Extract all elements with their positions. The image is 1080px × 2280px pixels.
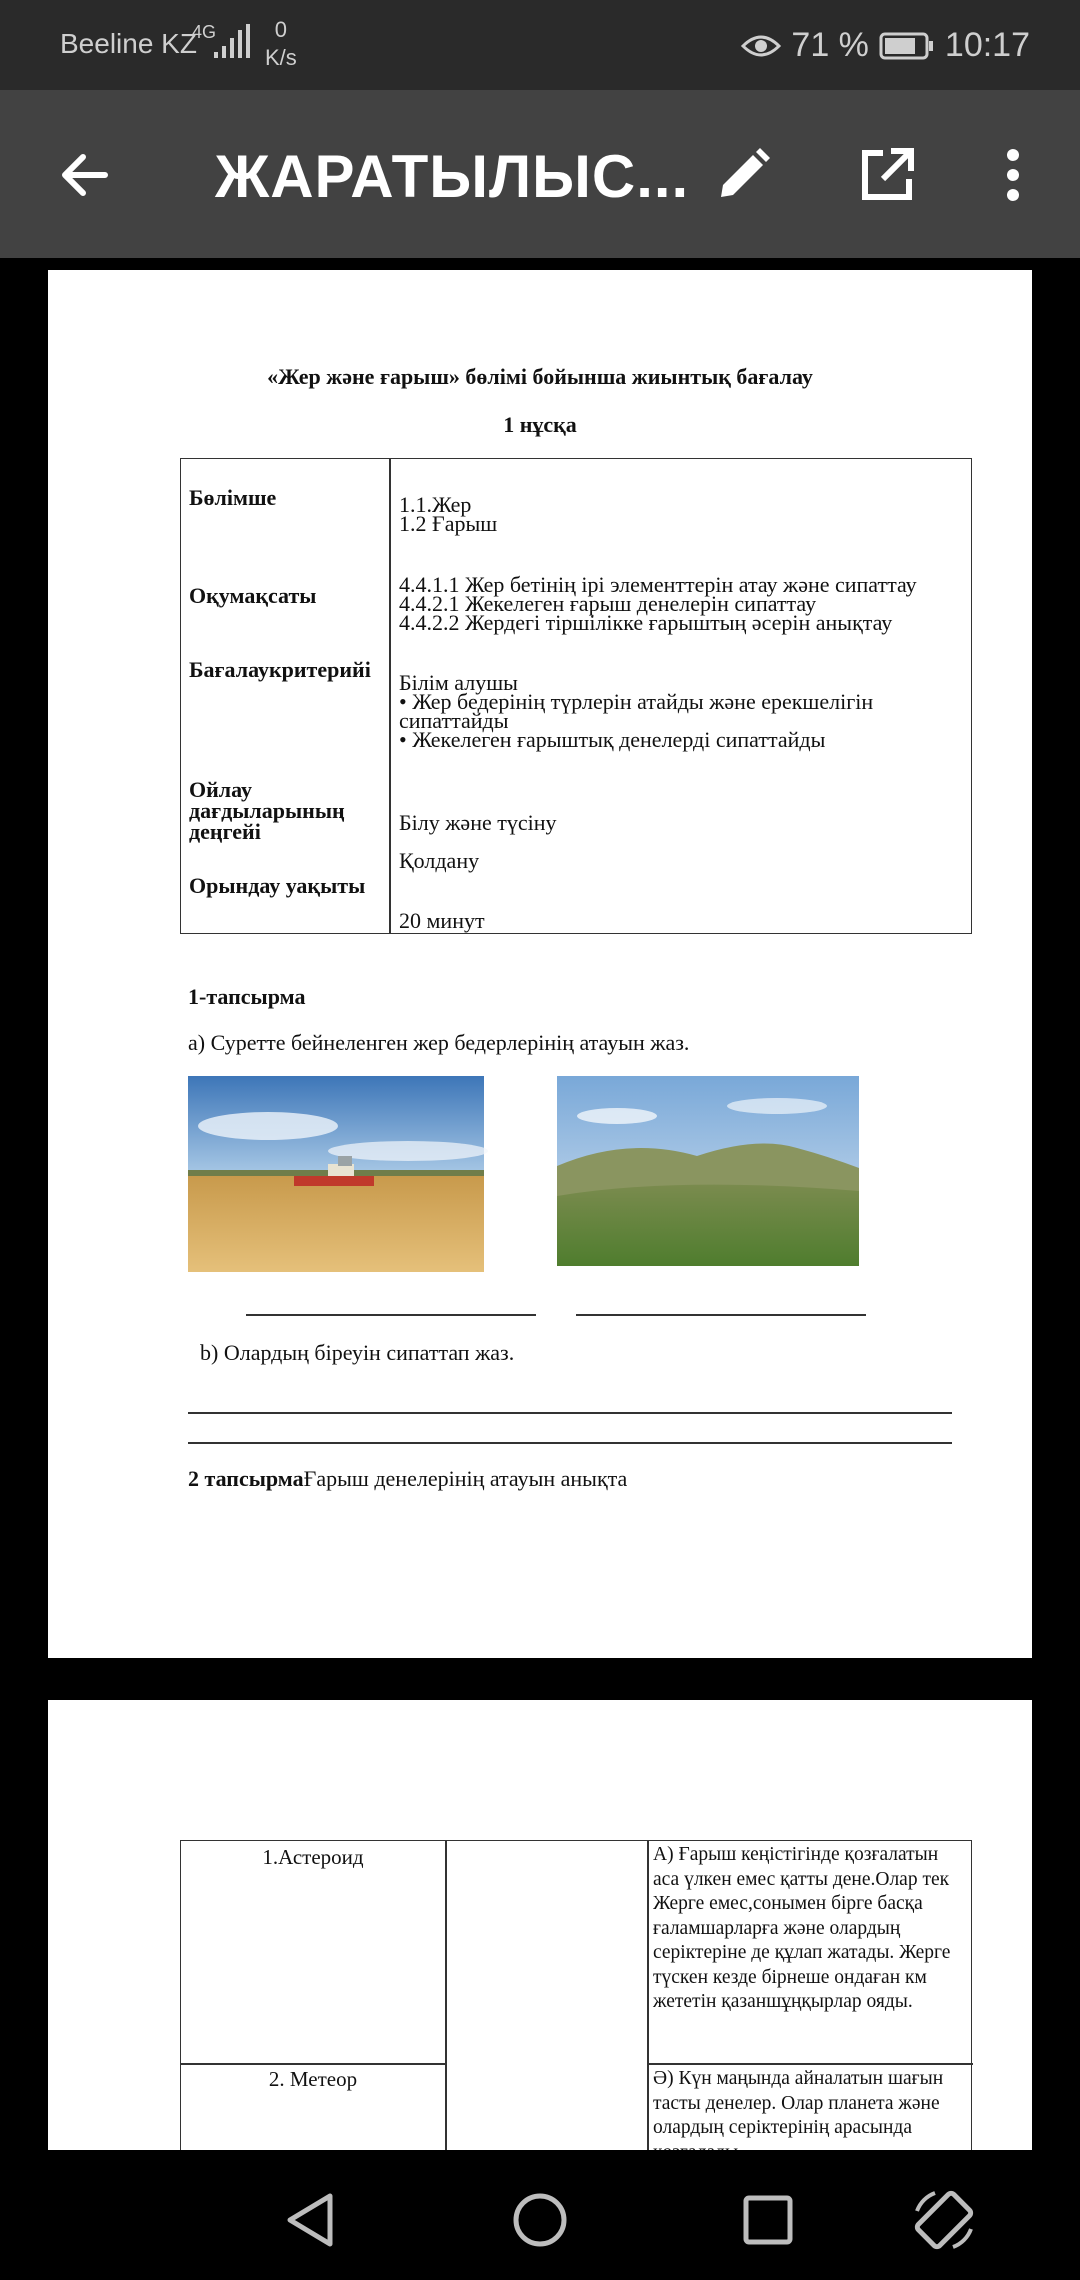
photo-plain-field: [188, 1076, 484, 1272]
rotate-button[interactable]: [904, 2180, 984, 2260]
task2-line: [188, 1466, 627, 1492]
label-section: Бөлімше: [189, 485, 277, 510]
answer-line-2[interactable]: [576, 1314, 866, 1316]
thinking-line-3: деңгейі: [189, 819, 261, 844]
network-type: 4G: [192, 22, 217, 42]
status-bar: [0, 0, 1080, 90]
network-speed: [265, 16, 297, 72]
more-vertical-icon: [1003, 145, 1023, 205]
pencil-icon: [713, 145, 773, 205]
goal-2: 4.4.2.1 Жекелеген ғарыш денелерін сипаттау: [399, 591, 817, 616]
clock: 10:17: [944, 26, 1030, 64]
thinking-line-1: Ойлау: [189, 777, 253, 802]
criteria-3: • Жекелеген ғарыштық денелерді сипаттайды: [399, 727, 826, 752]
cell-meteor: 2. Метеор: [268, 2067, 358, 2091]
speed-value: 0: [274, 17, 288, 42]
open-external-button[interactable]: [852, 140, 922, 210]
task1-b-text: b) Олардың біреуін сипаттап жаз.: [200, 1340, 515, 1365]
doc-variant: 1 нұсқа: [503, 412, 577, 437]
value-thinking-2: Қолдану: [399, 848, 480, 873]
value-time: 20 минут: [399, 908, 485, 933]
square-recents-icon: [738, 2190, 798, 2250]
nav-home-button[interactable]: [500, 2180, 580, 2260]
speed-unit: K/s: [265, 45, 297, 70]
label-thinking: [189, 779, 345, 842]
answer-line-4[interactable]: [188, 1442, 952, 1444]
label-criteria: Бағалаукритерийі: [189, 657, 371, 682]
back-button[interactable]: [50, 140, 120, 210]
eye-comfort-icon: [741, 31, 781, 61]
cell-desc-a: А) Ғарыш кеңістігінде қозғалатын аса үлкен емес қатты дене.Олар тек Жерге емес,сонымен бірге басқа ғаламшарларға және олардың серіктеріне де құлап жатады. Жерге түскен кезде бірнеше ондаған км жететін қазаншұңқырлар ояды.: [653, 1844, 951, 2012]
table-col-line-2: [647, 1841, 649, 2150]
value-goal: [399, 572, 969, 635]
info-table: [180, 458, 972, 934]
task1-heading: 1-тапсырма: [188, 984, 306, 1009]
table-col-line-1: [445, 1841, 447, 2150]
circle-home-icon: [510, 2190, 570, 2250]
space-bodies-table: [180, 1840, 972, 2150]
cell-desc-b: Ә) Күн маңында айналатын шағын тасты денелер. Олар планета және олардың серіктерінің арасында: [653, 2068, 944, 2138]
more-options-button[interactable]: [978, 140, 1048, 210]
task2-heading: 2 тапсырма: [188, 1466, 304, 1491]
task2-text: Ғарыш денелерінің атауын анықта: [303, 1466, 628, 1491]
battery-icon: [879, 31, 935, 61]
task1-a-text: а) Суретте бейнеленген жер бедерлерінің атауын жаз.: [188, 1030, 690, 1055]
nav-back-button[interactable]: [270, 2180, 350, 2260]
photo-hills: [557, 1076, 859, 1266]
open-external-icon: [857, 145, 917, 205]
battery-percent: 71 %: [791, 26, 869, 64]
hills-image: [557, 1076, 859, 1266]
app-toolbar: [0, 90, 1080, 258]
table-row-line-left: [181, 2063, 445, 2065]
arrow-left-icon: [57, 147, 113, 203]
answer-line-1[interactable]: [246, 1314, 536, 1316]
table-row-line-right: [647, 2063, 973, 2065]
label-goal: Оқумақсаты: [189, 583, 317, 608]
section-2: 1.2 Ғарыш: [399, 511, 498, 536]
thinking-line-2: дағдыларының: [189, 798, 345, 823]
value-criteria: [399, 670, 969, 752]
signal-icon: [212, 22, 252, 62]
rotate-screen-icon: [909, 2185, 979, 2255]
value-thinking-1: Білу және түсіну: [399, 810, 557, 835]
table-divider: [389, 459, 391, 933]
navigation-bar: [0, 2150, 1080, 2280]
document-title: ЖАРАТЫЛЫС...: [215, 143, 690, 210]
criteria-2: • Жер бедерінің түрлерін атайды және ерекшелігін сипаттайды: [399, 689, 874, 733]
value-section: [399, 492, 969, 536]
doc-heading: «Жер және ғарыш» бөлімі бойынша жиынтық бағалау: [267, 364, 813, 389]
document-page-1[interactable]: [48, 270, 1032, 1658]
section-1: 1.1.Жер: [399, 492, 472, 517]
triangle-back-icon: [280, 2190, 340, 2250]
field-image: [188, 1076, 484, 1272]
label-time: Орындау уақыты: [189, 873, 366, 898]
goal-1: 4.4.1.1 Жер бетінің ірі элементтерін атау және сипаттау: [399, 572, 917, 597]
cell-asteroid: 1.Астероид: [262, 1845, 364, 1869]
document-page-2[interactable]: [48, 1700, 1032, 2150]
goal-3: 4.4.2.2 Жердегі тіршілікке ғарыштың әсерін анықтау: [399, 610, 893, 635]
carrier-name: Beeline KZ: [60, 28, 197, 59]
nav-recents-button[interactable]: [728, 2180, 808, 2260]
answer-line-3[interactable]: [188, 1412, 952, 1414]
criteria-1: Білім алушы: [399, 670, 518, 695]
edit-button[interactable]: [708, 140, 778, 210]
